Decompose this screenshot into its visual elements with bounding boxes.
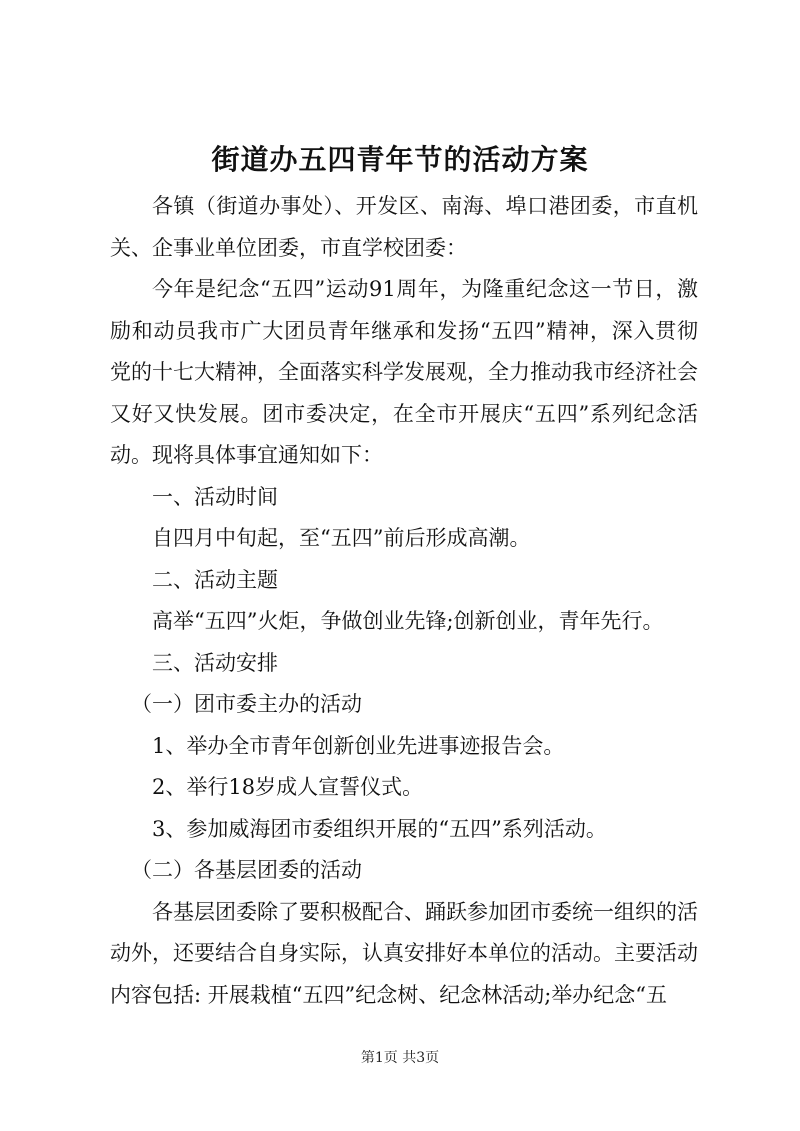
page-footer: 第1页 共3页 xyxy=(360,1050,440,1066)
subsection-heading-grassroots: （二）各基层团委的活动 xyxy=(131,858,362,882)
list-item-weihai-activities: 3、参加威海团市委组织开展的“五四”系列活动。 xyxy=(152,816,607,841)
document-body xyxy=(110,186,698,1016)
list-item-adult-ceremony: 2、举行18岁成人宣誓仪式。 xyxy=(152,775,424,799)
list-item-report-meeting: 1、举办全市青年创新创业先进事迹报告会。 xyxy=(152,733,565,758)
section-heading-time: 一、活动时间 xyxy=(152,484,278,509)
paragraph-grassroots: 各基层团委除了要积极配合、踊跃参加团市委统一组织的活动外，还要结合自身实际，认真安排好本单位的活动。主要活动内容包括: 开展栽植“五四”纪念树、纪念林活动;举办纪念“五 xyxy=(110,899,698,1007)
subsection-heading-city-committee: （一）团市委主办的活动 xyxy=(131,692,362,716)
paragraph-theme: 高举“五四”火炬，争做创业先锋;创新创业，青年先行。 xyxy=(152,609,664,633)
document-title: 街道办五四青年节的活动方案 xyxy=(211,143,589,176)
paragraph-time: 自四月中旬起，至“五四”前后形成高潮。 xyxy=(152,526,531,550)
section-heading-theme: 二、活动主题 xyxy=(152,567,278,592)
section-heading-arrangement: 三、活动安排 xyxy=(152,650,278,675)
paragraph-recipients: 各镇（街道办事处）、开发区、南海、埠口港团委，市直机关、企事业单位团委，市直学校团委： xyxy=(110,194,698,260)
paragraph-intro: 今年是纪念“五四”运动91周年，为隆重纪念这一节日，激励和动员我市广大团员青年继承和发扬“五四”精神，深入贯彻党的十七大精神，全面落实科学发展观，全力推动我市经济社会又好又快发展。团市委决定，在全市开展庆“五四”系列纪念活动。现将具体事宜通知如下： xyxy=(110,277,698,467)
